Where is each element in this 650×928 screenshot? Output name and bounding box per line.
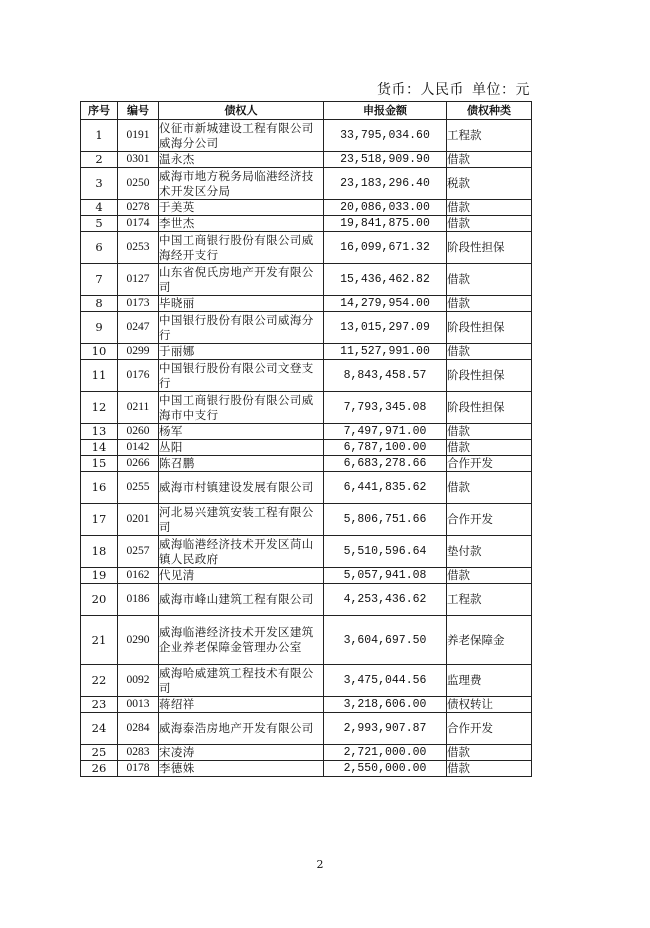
row-code: 0173 [118,296,159,312]
row-index: 4 [81,200,118,216]
row-claim-type: 阶段性担保 [447,360,532,392]
row-creditor: 代见清 [159,568,324,584]
row-code: 0092 [118,665,159,697]
column-header-code: 编号 [118,102,159,120]
row-creditor: 李世杰 [159,216,324,232]
table-row [81,761,532,777]
row-claim-type: 阶段性担保 [447,392,532,424]
row-amount: 33,795,034.60 [324,120,447,152]
table-row [81,232,532,264]
row-creditor: 威海市地方税务局临港经济技术开发区分局 [159,168,324,200]
row-amount: 19,841,875.00 [324,216,447,232]
row-claim-type: 阶段性担保 [447,232,532,264]
table-row [81,713,532,745]
row-creditor: 威海哈威建筑工程技术有限公司 [159,665,324,697]
row-creditor: 宋凌涛 [159,745,324,761]
table-row [81,584,532,616]
row-amount: 6,441,835.62 [324,472,447,504]
row-claim-type: 借款 [447,568,532,584]
row-amount: 6,787,100.00 [324,440,447,456]
row-index: 18 [81,536,118,568]
row-claim-type: 合作开发 [447,713,532,745]
row-amount: 20,086,033.00 [324,200,447,216]
row-claim-type: 垫付款 [447,536,532,568]
page-number: 2 [316,858,324,871]
row-creditor: 威海泰浩房地产开发有限公司 [159,713,324,745]
row-creditor: 温永杰 [159,152,324,168]
row-code: 0178 [118,761,159,777]
row-index: 19 [81,568,118,584]
row-creditor: 威海市峰山建筑工程有限公司 [159,584,324,616]
row-creditor: 杨军 [159,424,324,440]
row-code: 0174 [118,216,159,232]
table-row [81,168,532,200]
table-row [81,216,532,232]
row-code: 0290 [118,616,159,665]
row-code: 0176 [118,360,159,392]
row-claim-type: 税款 [447,168,532,200]
row-code: 0250 [118,168,159,200]
row-claim-type: 借款 [447,745,532,761]
row-index: 20 [81,584,118,616]
table-row [81,424,532,440]
row-creditor: 仪征市新城建设工程有限公司威海分公司 [159,120,324,152]
row-code: 0253 [118,232,159,264]
row-creditor: 中国银行股份有限公司威海分行 [159,312,324,344]
creditor-claims-table [80,101,532,777]
row-amount: 13,015,297.09 [324,312,447,344]
currency-label: 货币：人民币 [377,82,464,98]
row-index: 3 [81,168,118,200]
row-code: 0257 [118,536,159,568]
row-code: 0191 [118,120,159,152]
row-creditor: 山东省倪氏房地产开发有限公司 [159,264,324,296]
row-index: 12 [81,392,118,424]
row-index: 10 [81,344,118,360]
row-claim-type: 工程款 [447,120,532,152]
row-amount: 5,806,751.66 [324,504,447,536]
table-row [81,504,532,536]
row-creditor: 威海临港经济技术开发区苘山镇人民政府 [159,536,324,568]
row-claim-type: 借款 [447,440,532,456]
row-claim-type: 养老保障金 [447,616,532,665]
row-index: 5 [81,216,118,232]
row-claim-type: 工程款 [447,584,532,616]
row-index: 15 [81,456,118,472]
row-index: 11 [81,360,118,392]
row-amount: 2,550,000.00 [324,761,447,777]
table-row [81,665,532,697]
row-code: 0186 [118,584,159,616]
row-index: 26 [81,761,118,777]
row-claim-type: 借款 [447,216,532,232]
table-row [81,568,532,584]
row-claim-type: 阶段性担保 [447,312,532,344]
row-index: 24 [81,713,118,745]
row-amount: 14,279,954.00 [324,296,447,312]
table-row [81,697,532,713]
table-row [81,745,532,761]
row-code: 0142 [118,440,159,456]
row-claim-type: 借款 [447,761,532,777]
table-row [81,360,532,392]
row-code: 0266 [118,456,159,472]
row-claim-type: 借款 [447,264,532,296]
row-claim-type: 债权转让 [447,697,532,713]
row-amount: 3,475,044.56 [324,665,447,697]
row-creditor: 中国工商银行股份有限公司威海市中支行 [159,392,324,424]
row-code: 0284 [118,713,159,745]
table-row [81,536,532,568]
row-amount: 4,253,436.62 [324,584,447,616]
row-amount: 5,057,941.08 [324,568,447,584]
row-index: 17 [81,504,118,536]
row-index: 2 [81,152,118,168]
row-index: 25 [81,745,118,761]
table-body [81,120,532,777]
row-amount: 3,218,606.00 [324,697,447,713]
row-index: 1 [81,120,118,152]
row-code: 0278 [118,200,159,216]
table-row [81,472,532,504]
row-index: 23 [81,697,118,713]
row-amount: 7,497,971.00 [324,424,447,440]
row-code: 0201 [118,504,159,536]
currency-unit-line [340,81,530,99]
row-code: 0127 [118,264,159,296]
row-creditor: 威海市村镇建设发展有限公司 [159,472,324,504]
row-amount: 2,721,000.00 [324,745,447,761]
table-row [81,264,532,296]
column-header-creditor: 债权人 [159,102,324,120]
column-header-amount: 申报金额 [324,102,447,120]
row-code: 0283 [118,745,159,761]
row-creditor: 蒋绍祥 [159,697,324,713]
row-code: 0211 [118,392,159,424]
row-code: 0301 [118,152,159,168]
table-row [81,152,532,168]
table-row [81,616,532,665]
row-amount: 8,843,458.57 [324,360,447,392]
row-claim-type: 合作开发 [447,504,532,536]
table-row [81,120,532,152]
row-creditor: 于丽娜 [159,344,324,360]
row-amount: 5,510,596.64 [324,536,447,568]
row-creditor: 陈召鹏 [159,456,324,472]
row-index: 21 [81,616,118,665]
row-claim-type: 借款 [447,296,532,312]
row-claim-type: 借款 [447,200,532,216]
row-claim-type: 合作开发 [447,456,532,472]
row-index: 16 [81,472,118,504]
row-creditor: 毕晓丽 [159,296,324,312]
row-index: 8 [81,296,118,312]
row-creditor: 李德姝 [159,761,324,777]
row-code: 0255 [118,472,159,504]
row-amount: 16,099,671.32 [324,232,447,264]
row-index: 6 [81,232,118,264]
row-code: 0247 [118,312,159,344]
table-row [81,392,532,424]
table-row [81,296,532,312]
row-index: 9 [81,312,118,344]
row-amount: 11,527,991.00 [324,344,447,360]
row-amount: 23,183,296.40 [324,168,447,200]
table-row [81,344,532,360]
row-code: 0013 [118,697,159,713]
row-index: 7 [81,264,118,296]
table-row [81,312,532,344]
row-creditor: 中国工商银行股份有限公司威海经开支行 [159,232,324,264]
table-row [81,456,532,472]
row-amount: 6,683,278.66 [324,456,447,472]
row-amount: 23,518,909.90 [324,152,447,168]
row-claim-type: 监理费 [447,665,532,697]
row-claim-type: 借款 [447,152,532,168]
row-creditor: 于美英 [159,200,324,216]
row-amount: 15,436,462.82 [324,264,447,296]
row-code: 0162 [118,568,159,584]
row-amount: 2,993,907.87 [324,713,447,745]
row-creditor: 中国银行股份有限公司文登支行 [159,360,324,392]
row-creditor: 河北易兴建筑安装工程有限公司 [159,504,324,536]
row-creditor: 丛阳 [159,440,324,456]
row-index: 14 [81,440,118,456]
row-claim-type: 借款 [447,424,532,440]
row-index: 13 [81,424,118,440]
row-claim-type: 借款 [447,344,532,360]
table-header-row [81,102,532,120]
row-creditor: 威海临港经济技术开发区建筑企业养老保障金管理办公室 [159,616,324,665]
row-index: 22 [81,665,118,697]
table-row [81,200,532,216]
row-code: 0260 [118,424,159,440]
row-amount: 3,604,697.50 [324,616,447,665]
table-row [81,440,532,456]
column-header-type: 债权种类 [447,102,532,120]
row-amount: 7,793,345.08 [324,392,447,424]
row-code: 0299 [118,344,159,360]
column-header-index: 序号 [81,102,118,120]
row-claim-type: 借款 [447,472,532,504]
unit-label: 单位：元 [472,82,530,98]
